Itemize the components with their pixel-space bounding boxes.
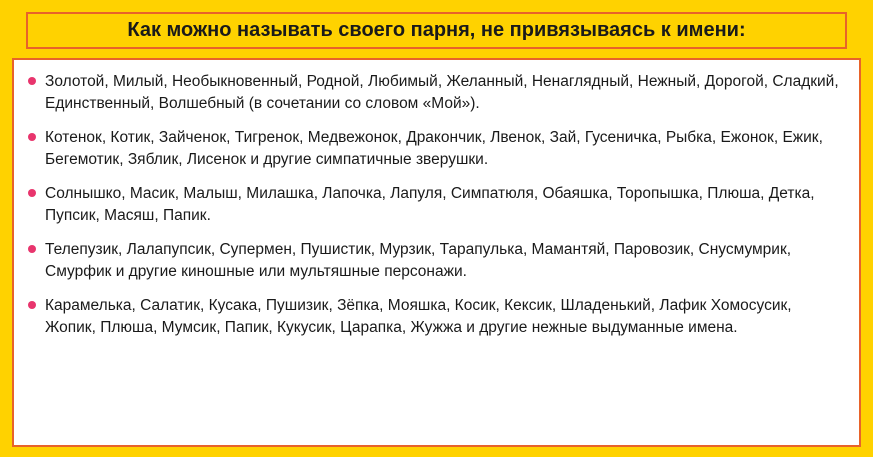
bullet-icon xyxy=(28,77,36,85)
list-item xyxy=(28,183,845,227)
bullet-icon xyxy=(28,133,36,141)
list-item xyxy=(28,127,845,171)
bullet-icon xyxy=(28,301,36,309)
list-item-text: Золотой, Милый, Необыкновенный, Родной, Любимый, Желанный, Ненаглядный, Нежный, Дорогой, Сладкий, Единственный, Волшебный (в сочетании со словом «Мой»). xyxy=(45,73,839,112)
list-item-text: Котенок, Котик, Зайченок, Тигренок, Медвежонок, Дракончик, Лвенок, Зай, Гусеничка, Рыбка, Ежонок, Ежик, Бегемотик, Зяблик, Лисенок и другие симпатичные зверушки. xyxy=(45,129,823,168)
bullet-icon xyxy=(28,189,36,197)
bullet-icon xyxy=(28,245,36,253)
list-item xyxy=(28,239,845,283)
list-item-text: Солнышко, Масик, Малыш, Милашка, Лапочка, Лапуля, Симпатюля, Обаяшка, Торопышка, Плюша, Детка, Пупсик, Масяш, Папик. xyxy=(45,185,815,224)
list-item-text: Карамелька, Салатик, Кусака, Пушизик, Зёпка, Мояшка, Косик, Кексик, Шладенький, Лафик Хомосусик, Жопик, Плюша, Мумсик, Папик, Кукусик, Царапка, Жужжа и другие нежные выдуманные имена. xyxy=(45,297,792,336)
nickname-list xyxy=(12,58,861,447)
list-item-text: Телепузик, Лалапупсик, Супермен, Пушистик, Мурзик, Тарапулька, Мамантяй, Паровозик, Снусмумрик, Смурфик и другие киношные или мультяшные персонажи. xyxy=(45,241,792,280)
page-title: Как можно называть своего парня, не привязываясь к имени: xyxy=(127,19,746,41)
title-box xyxy=(26,12,847,49)
list-item xyxy=(28,295,845,339)
list-item xyxy=(28,71,845,115)
